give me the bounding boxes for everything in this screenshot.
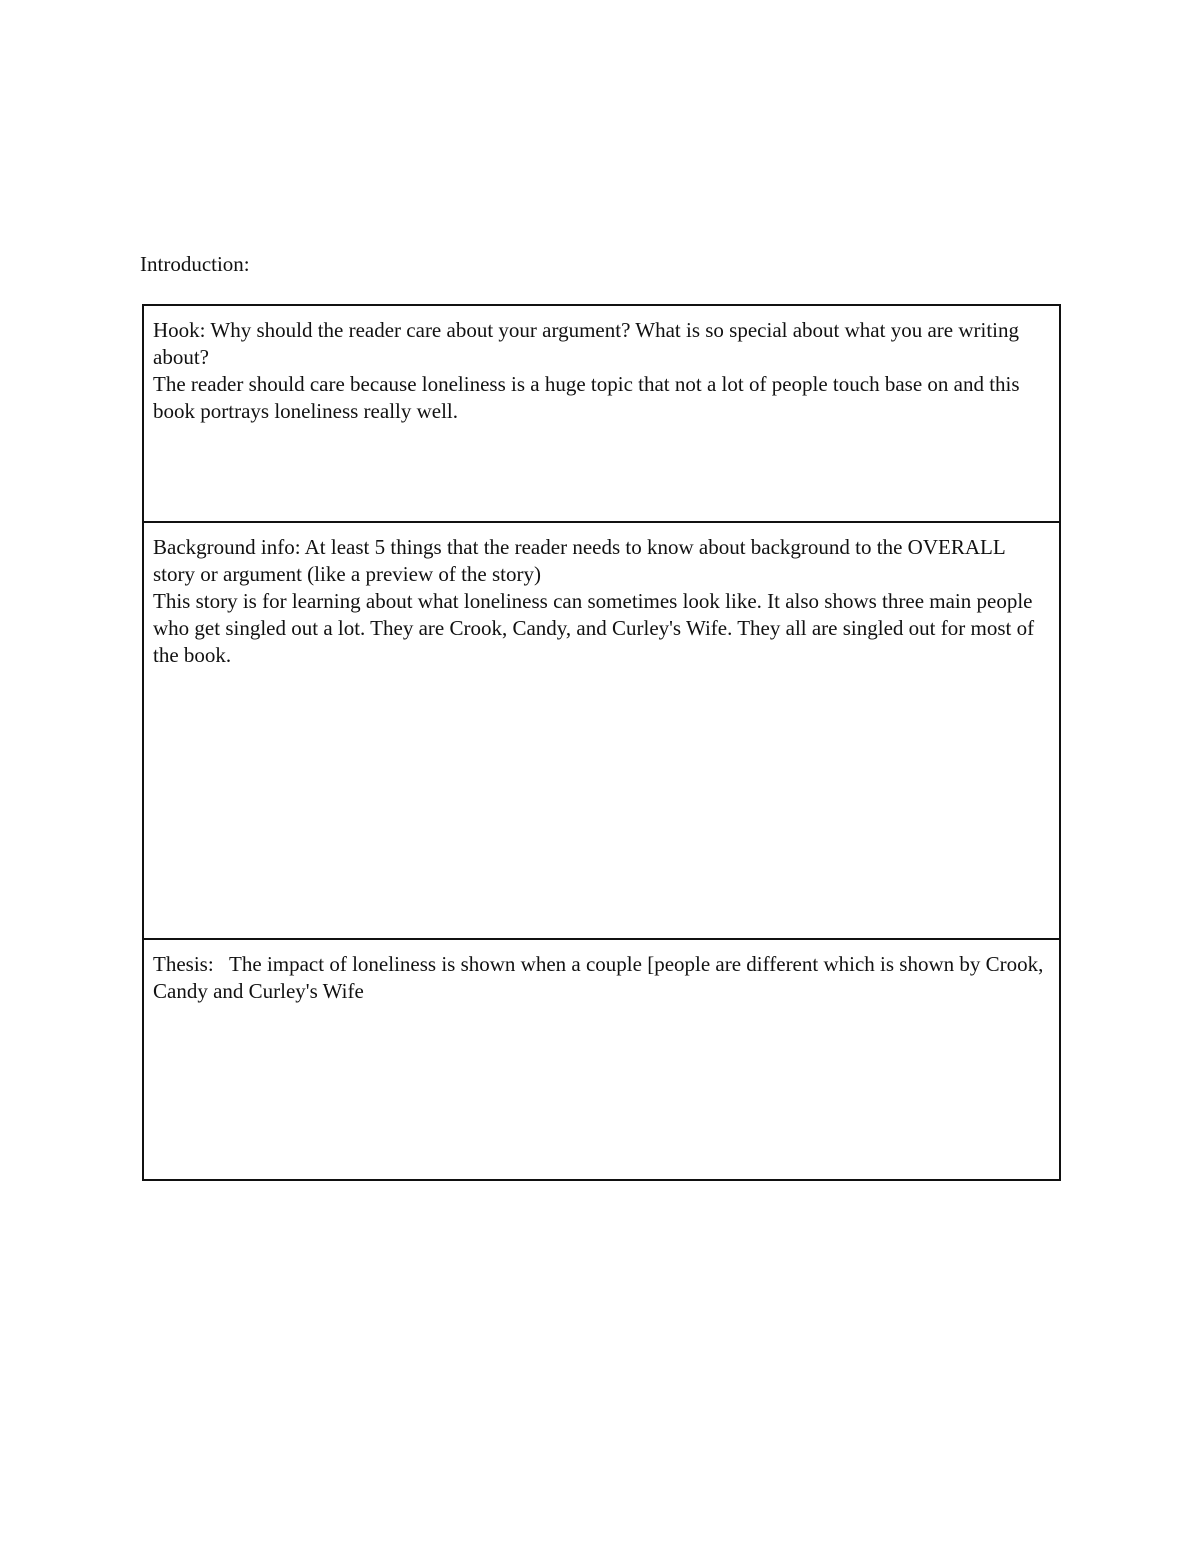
background-response: This story is for learning about what loneliness can sometimes look like. It also shows three main people who get singled out a lot. They are Crook, Candy, and Curley's Wife. They all are singled out for most of the book. [153,589,1035,667]
introduction-organizer-table [142,304,1061,1181]
thesis-cell [143,939,1060,1180]
background-cell [143,522,1060,939]
hook-row [143,305,1060,522]
thesis-response: The impact of loneliness is shown when a couple [people are different which is shown by Crook, Candy and Curley's Wife [153,952,1044,1003]
hook-cell [143,305,1060,522]
background-prompt: Background info: At least 5 things that the reader needs to know about background to the OVERALL story or argument (like a preview of the story) [153,535,1005,586]
thesis-row [143,939,1060,1180]
hook-prompt: Hook: Why should the reader care about your argument? What is so special about what you are writing about? [153,318,1020,369]
thesis-prompt: Thesis: [153,952,230,976]
background-row [143,522,1060,939]
hook-response: The reader should care because loneliness is a huge topic that not a lot of people touch base on and this book portrays loneliness really well. [153,372,1020,423]
section-heading: Introduction: [140,252,250,276]
